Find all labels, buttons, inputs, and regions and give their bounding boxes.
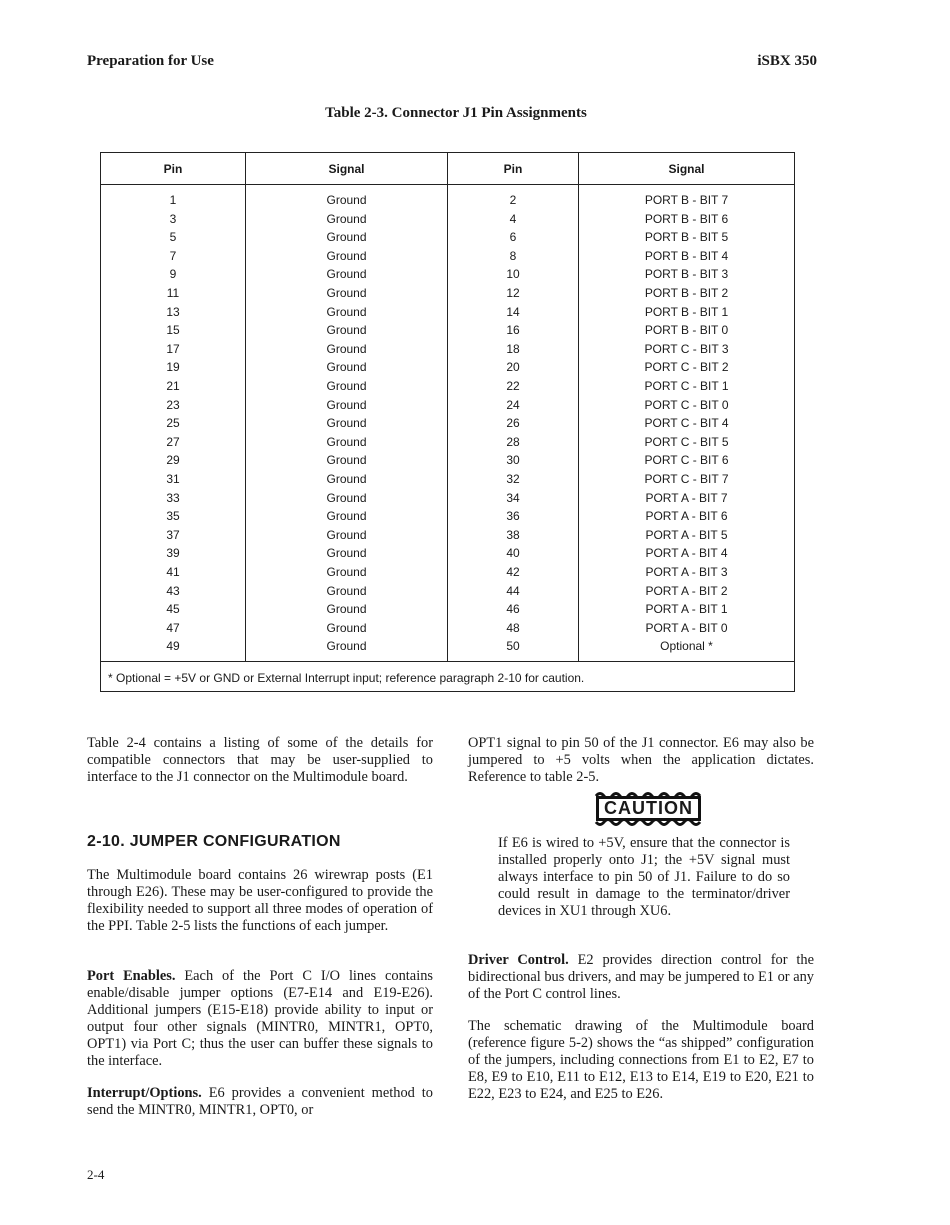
caution-label: CAUTION — [604, 798, 693, 818]
table-cell-pin: 34 — [506, 490, 520, 505]
table-cell-signal: Ground — [326, 546, 367, 561]
table-cell-pin: 50 — [506, 639, 520, 654]
table-header-signal: Signal — [668, 162, 705, 176]
table-cell-pin: 45 — [166, 602, 180, 617]
table-cell-signal: Ground — [326, 304, 367, 319]
table-cell-pin: 12 — [506, 286, 520, 300]
table-cell-signal: PORT A - BIT 7 — [645, 490, 728, 505]
table-cell-pin: 48 — [506, 620, 520, 635]
table-header-pin: Pin — [503, 162, 523, 176]
table-cell-pin: 17 — [166, 341, 180, 356]
table-header-divider — [101, 184, 794, 185]
table-cell-pin: 6 — [509, 230, 517, 245]
table-cell-pin: 13 — [166, 304, 180, 319]
running-header-left: Preparation for Use — [87, 53, 214, 69]
table-cell-pin: 39 — [166, 546, 180, 561]
table-cell-pin: 49 — [166, 639, 180, 654]
table-cell-pin: 29 — [166, 453, 180, 468]
table-cell-signal: Ground — [326, 230, 367, 245]
table-cell-pin: 42 — [506, 565, 520, 579]
table-cell-signal: PORT B - BIT 3 — [644, 267, 729, 282]
table-cell-pin: 31 — [166, 472, 180, 486]
running-header-right: iSBX 350 — [757, 53, 817, 69]
table-cell-pin: 41 — [166, 565, 180, 579]
table-cell-pin: 9 — [169, 267, 177, 282]
table-cell-pin: 22 — [506, 379, 520, 393]
table-cell-signal: PORT A - BIT 0 — [645, 620, 728, 635]
table-cell-pin: 11 — [166, 286, 180, 300]
interrupt-options-label: Interrupt/Options. — [87, 1085, 202, 1101]
table-cell-signal: PORT C - BIT 3 — [644, 341, 729, 356]
table-cell-signal: Ground — [326, 434, 367, 449]
table-cell-pin: 33 — [166, 490, 180, 505]
table-cell-pin: 7 — [169, 248, 177, 263]
port-enables-text: Each of the Port C I/O lines contains enable/disable jumper options (E7-E14 and E19-E26). Additional jumpers (E15-E18) provide ability to input or output four other signals (MINTR0, MINTR1, OPT0, OPT1) via Port C; thus the user can buffer these signals to the interface. — [87, 968, 433, 1069]
table-cell-signal: Ground — [326, 323, 367, 338]
table-cell-signal: PORT A - BIT 2 — [645, 583, 728, 598]
table-cell-pin: 23 — [166, 397, 180, 412]
table-cell-signal: Ground — [326, 472, 367, 486]
table-cell-signal: PORT C - BIT 2 — [644, 360, 729, 375]
table-header-pin: Pin — [163, 162, 183, 176]
table-cell-signal: PORT B - BIT 7 — [644, 193, 729, 207]
table-cell-pin: 32 — [506, 472, 520, 486]
pin-assignment-table — [100, 152, 795, 692]
table-cell-pin: 8 — [509, 248, 517, 263]
table-cell-signal: PORT A - BIT 3 — [645, 565, 728, 579]
table-cell-pin: 28 — [506, 434, 520, 449]
table-cell-signal: Ground — [326, 416, 367, 431]
port-enables-label: Port Enables. — [87, 968, 176, 984]
table-cell-pin: 2 — [509, 193, 517, 207]
table-cell-pin: 27 — [166, 434, 180, 449]
table-cell-pin: 26 — [506, 416, 520, 431]
table-cell-signal: Ground — [326, 341, 367, 356]
table-cell-pin: 4 — [509, 211, 517, 226]
table-cell-pin: 14 — [506, 304, 520, 319]
table-cell-pin: 16 — [506, 323, 520, 338]
port-enables-paragraph — [87, 968, 433, 1070]
table-cell-pin: 21 — [166, 379, 180, 393]
table-cell-pin: 43 — [166, 583, 180, 598]
table-cell-signal: PORT B - BIT 1 — [644, 304, 729, 319]
table-cell-pin: 36 — [506, 509, 520, 524]
interrupt-options-text: E6 provides a convenient method to send the MINTR0, MINTR1, OPT0, or — [87, 1085, 433, 1118]
table-cell-signal: Ground — [326, 397, 367, 412]
table-cell-signal: PORT B - BIT 2 — [644, 286, 729, 300]
table-cell-signal: Optional * — [660, 639, 713, 654]
table-cell-signal: PORT B - BIT 0 — [644, 323, 729, 338]
table-cell-signal: PORT C - BIT 0 — [644, 397, 729, 412]
table-cell-signal: PORT B - BIT 5 — [644, 230, 729, 245]
table-cell-signal: Ground — [326, 379, 367, 393]
table-footnote-divider — [101, 661, 794, 662]
table-cell-signal: PORT A - BIT 1 — [645, 602, 728, 617]
driver-control-text: E2 provides direction control for the bidirectional bus drivers, and may be jumpered to E1 or any of the Port C control lines. — [468, 952, 814, 1002]
table-cell-signal: PORT B - BIT 6 — [644, 211, 729, 226]
table-cell-signal: Ground — [326, 360, 367, 375]
interrupt-options-paragraph — [87, 1085, 433, 1119]
table-cell-signal: Ground — [326, 509, 367, 524]
caution-paragraph: If E6 is wired to +5V, ensure that the connector is installed properly onto J1; the +5V signal must always interface to pin 50 of J1. Failure to do so could result in damage to the terminator/driver devices in XU1 through XU6. — [498, 835, 790, 919]
section-intro-paragraph: The Multimodule board contains 26 wirewrap posts (E1 through E26). These may be user-configured to provide the flexibility needed to support all three modes of operation of the PPI. Table 2-5 lists the functions of each jumper. — [87, 867, 433, 934]
table-cell-pin: 18 — [506, 341, 520, 356]
table-cell-pin: 5 — [169, 230, 177, 245]
table-cell-signal: Ground — [326, 583, 367, 598]
table-cell-pin: 47 — [166, 620, 180, 635]
driver-control-label: Driver Control. — [468, 952, 569, 968]
table-cell-signal: Ground — [326, 211, 367, 226]
table-cell-signal: Ground — [326, 639, 367, 654]
table-cell-signal: PORT B - BIT 4 — [644, 248, 729, 263]
intro-paragraph: Table 2-4 contains a listing of some of the details for compatible connectors that may be user-supplied to interface to the J1 connector on the Multimodule board. — [87, 735, 433, 785]
table-cell-pin: 1 — [169, 193, 177, 207]
table-cell-signal: Ground — [326, 565, 367, 579]
table-cell-pin: 20 — [506, 360, 520, 375]
table-cell-signal: Ground — [326, 248, 367, 263]
table-title: Table 2-3. Connector J1 Pin Assignments — [325, 105, 587, 121]
table-cell-signal: Ground — [326, 267, 367, 282]
table-cell-signal: PORT A - BIT 4 — [645, 546, 728, 561]
caution-banner — [590, 790, 707, 830]
table-cell-signal: PORT C - BIT 4 — [644, 416, 729, 431]
table-cell-pin: 46 — [506, 602, 520, 617]
table-cell-signal: Ground — [326, 193, 367, 207]
table-cell-signal: PORT C - BIT 7 — [644, 472, 729, 486]
table-cell-pin: 25 — [166, 416, 180, 431]
table-cell-signal: PORT A - BIT 5 — [645, 527, 728, 542]
page-number: 2-4 — [87, 1167, 105, 1182]
table-cell-pin: 15 — [166, 323, 180, 338]
table-cell-signal: PORT A - BIT 6 — [645, 509, 728, 524]
table-header-signal: Signal — [328, 162, 365, 176]
table-cell-pin: 30 — [506, 453, 520, 468]
table-cell-signal: Ground — [326, 453, 367, 468]
table-cell-pin: 10 — [506, 267, 520, 282]
continuation-paragraph: OPT1 signal to pin 50 of the J1 connector. E6 may also be jumpered to +5 volts when the application dictates. Reference to table 2-5. — [468, 735, 814, 785]
table-footnote: * Optional = +5V or GND or External Interrupt input; reference paragraph 2-10 for caution. — [108, 671, 585, 685]
table-cell-signal: PORT C - BIT 5 — [644, 434, 729, 449]
table-cell-signal: PORT C - BIT 1 — [644, 379, 729, 393]
table-cell-signal: Ground — [326, 620, 367, 635]
caution-box — [596, 796, 701, 821]
table-cell-signal: PORT C - BIT 6 — [644, 453, 729, 468]
table-cell-pin: 37 — [166, 527, 180, 542]
table-cell-signal: Ground — [326, 286, 367, 300]
schematic-paragraph: The schematic drawing of the Multimodule board (reference figure 5-2) shows the “as shipped” configuration of the jumpers, including connections from E1 to E2, E7 to E8, E9 to E10, E11 to E12, E13 to E14, E19 to E20, E21 to E22, E23 to E24, and E25 to E26. — [468, 1018, 814, 1102]
table-cell-pin: 40 — [506, 546, 520, 561]
table-cell-pin: 35 — [166, 509, 180, 524]
table-cell-signal: Ground — [326, 490, 367, 505]
table-cell-pin: 3 — [169, 211, 177, 226]
table-cell-pin: 44 — [506, 583, 520, 598]
driver-control-paragraph — [468, 952, 814, 1003]
table-cell-signal: Ground — [326, 602, 367, 617]
table-cell-signal: Ground — [326, 527, 367, 542]
table-cell-pin: 19 — [166, 360, 180, 375]
table-cell-pin: 38 — [506, 527, 520, 542]
section-heading: 2-10. JUMPER CONFIGURATION — [87, 833, 341, 850]
table-cell-pin: 24 — [506, 397, 520, 412]
